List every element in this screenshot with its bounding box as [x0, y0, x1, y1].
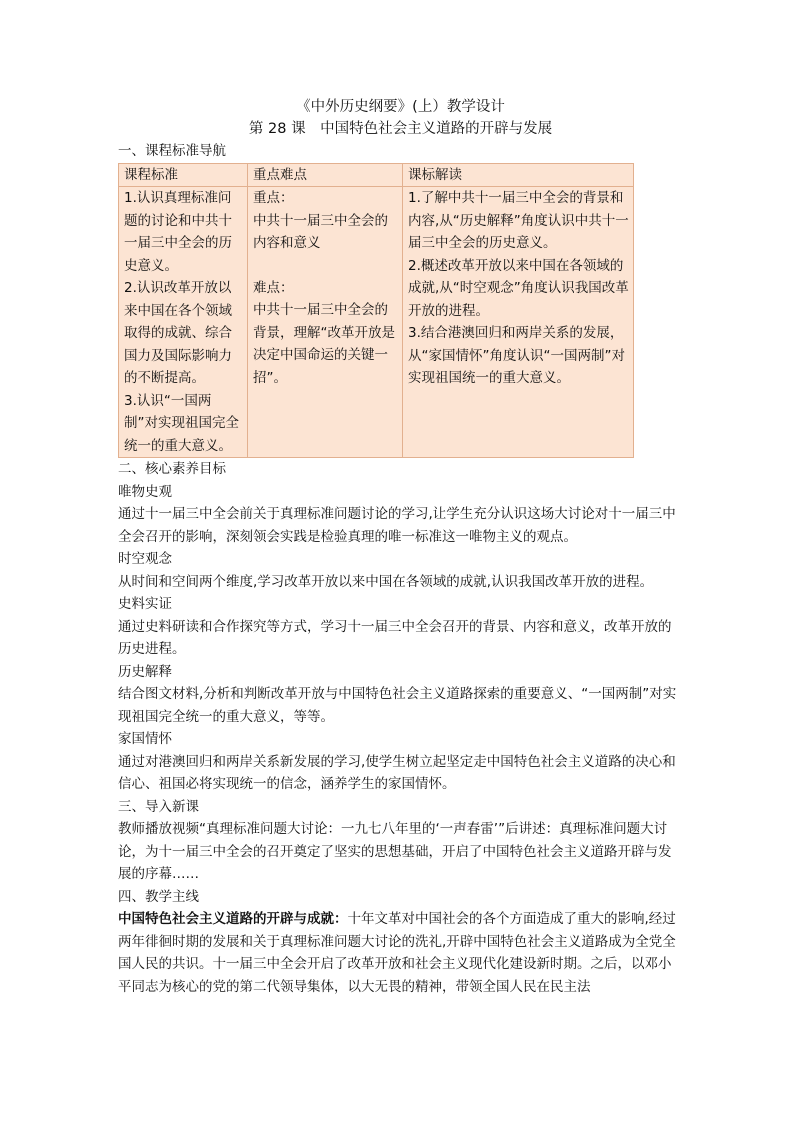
interpretation-item: 3.结合港澳回归和两岸关系的发展，从“家国情怀”角度认识“一国两制”对实现祖国统一的重大意义。	[408, 325, 625, 386]
table-cell-interpretation	[403, 187, 634, 458]
standards-table	[118, 163, 634, 459]
literacy-label: 唯物史观	[118, 483, 172, 500]
interpretation-item: 1.了解中共十一届三中全会的背景和内容,从“历史解释”角度认识中共十一届三中全会的历史意义。	[408, 190, 629, 251]
difficulty-text: 中共十一届三中全会的背景，理解“改革开放是决定中国命运的关键一招”。	[253, 302, 395, 386]
standard-item: 1.认识真理标准问题的讨论和中共十一届三中全会的历史意义。	[124, 190, 232, 274]
key-text: 中共十一届三中全会的内容和意义	[253, 212, 388, 251]
section-heading-standards: 一、课程标准导航	[118, 143, 226, 159]
mainline-text: 十年文革对中国社会的各个方面造成了重大的影响,经过两年徘徊时期的发展和关于真理标准问题大讨论的洗礼,开辟中国特色社会主义道路成为全党全国人民的共识。十一届三中全会开启了改革开放和社会主义现代化建设新时期。之后，以邓小平同志为核心的党的第二代领导集体，以大无畏的精神，带领全国人民在民主法	[118, 911, 676, 995]
mainline-paragraph	[118, 908, 683, 998]
doc-title: 《中外历史纲要》(上）教学设计	[296, 99, 505, 115]
document-content	[118, 96, 683, 998]
section-heading-literacy: 二、核心素养目标	[118, 461, 226, 477]
literacy-text: 通过十一届三中全会前关于真理标准问题讨论的学习,让学生充分认识这场大讨论对十一届三中全会召开的影响，深刻领会实践是检验真理的唯一标准这一唯物主义的观点。	[118, 506, 676, 545]
key-label: 重点：	[253, 190, 294, 206]
section-heading-mainline: 四、教学主线	[118, 888, 199, 905]
mainline-lead: 中国特色社会主义道路的开辟与成就：	[118, 911, 348, 927]
table-header-cell: 课程标准	[119, 163, 248, 187]
section-heading-intro: 三、导入新课	[118, 798, 199, 815]
standard-item: 3.认识“一国两制”对实现祖国完全统一的重大意义。	[124, 392, 239, 454]
table-cell-standards	[119, 187, 248, 458]
literacy-text: 结合图文材料,分析和判断改革开放与中国特色社会主义道路探索的重要意义、“一国两制”对实现祖国完全统一的重大意义，等等。	[118, 686, 677, 725]
literacy-label: 家国情怀	[118, 731, 172, 747]
table-row	[119, 187, 634, 458]
literacy-text: 通过史料研读和合作探究等方式，学习十一届三中全会召开的背景、内容和意义，改革开放的历史进程。	[118, 618, 672, 657]
doc-subtitle: 第 28 课 中国特色社会主义道路的开辟与发展	[248, 121, 553, 137]
literacy-text: 通过对港澳回归和两岸关系新发展的学习,使学生树立起坚定走中国特色社会主义道路的决心和信心、祖国必将实现统一的信念，涵养学生的家国情怀。	[118, 753, 676, 792]
table-header-cell: 重点难点	[248, 163, 403, 187]
interpretation-item: 2.概述改革开放以来中国在各领域的成就,从“时空观念”角度认识我国改革开放的进程。	[408, 257, 629, 319]
intro-text: 教师播放视频“真理标准问题大讨论：一九七八年里的‘一声春雷’”后讲述：真理标准问题大讨论，为十一届三中全会的召开奠定了坚实的思想基础，开启了中国特色社会主义道路开辟与发展的序幕……	[118, 821, 672, 882]
difficulty-label: 难点：	[253, 279, 294, 296]
table-header-cell: 课标解读	[403, 163, 634, 187]
spacer	[253, 255, 398, 277]
literacy-text: 从时间和空间两个维度,学习改革开放以来中国在各领域的成就,认识我国改革开放的进程。	[118, 573, 654, 590]
table-header-row	[119, 163, 634, 187]
literacy-label: 历史解释	[118, 663, 172, 680]
table-cell-key-points	[248, 187, 403, 458]
standard-item: 2.认识改革开放以来中国在各个领域取得的成就、综合国力及国际影响力的不断提高。	[124, 280, 232, 386]
literacy-label: 史料实证	[118, 596, 172, 612]
literacy-label: 时空观念	[118, 551, 172, 567]
